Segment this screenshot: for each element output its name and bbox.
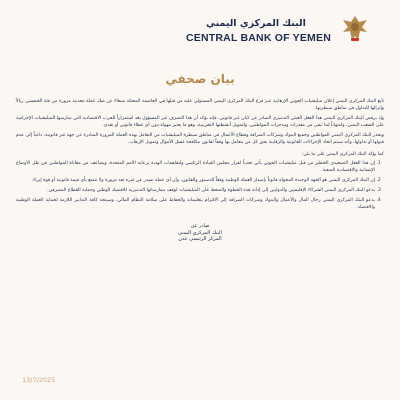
- intro-paragraph-1: تابع البنك المركزي اليمني إعلان ميليشيات الحوثي الإرهابية عبر فرع البنك المركزي اليمني المستولى عليه من قبلها في العاصمة المحتلة صنعاء عن صك عملة معدنية مزورة من فئة الخمسين ريالاً وإنزالها للتداول في مناطق سيطرتها.: [16, 99, 384, 112]
- bank-names: [186, 18, 336, 44]
- bank-name-english: CENTRAL BANK OF YEMEN: [186, 32, 331, 44]
- page-title: بيان صحفي: [165, 72, 235, 86]
- list-item: 4. يدعو البنك المركزي اليمني رجال المال والأعمال والبنوك وشركات الصرافة إلى الالتزام بتعليماته والحفاظ على سلامة النظام المالي، وسيتخذ كافة التدابير اللازمة لحماية العملة الوطنية والاقتصاد.: [16, 197, 375, 211]
- section-heading: كما يؤكد البنك المركزي اليمني على ما يلي:: [301, 151, 384, 157]
- statement-body: [16, 98, 384, 211]
- list-item: 3. يدعو البنك المركزي اليمني الشركاء الإقليميين والدوليين إلى إدانة هذه الخطوة والضغط على الميليشيات لوقف ممارساتها التدميرية للاقتصاد الوطني وحماية القطاع المصرفي.: [16, 187, 375, 194]
- signature-line: صادر عن: [190, 223, 210, 230]
- signature-line: البنك المركزي اليمني: [178, 229, 222, 236]
- issue-date: 13/7/2025: [22, 376, 56, 384]
- signature-line: المركز الرئيسي عدن: [178, 236, 222, 243]
- letterhead: [16, 8, 384, 48]
- eagle-emblem-icon: [340, 14, 370, 44]
- list-item: 1. إن هذا الفعل التصعيدي الخطير من قبل ميليشيات الحوثي يأتي تحدياً لقرار مجلس القيادة الرئاسي ولتفاهمات الهدنة برعاية الأمم المتحدة، ويضاعف من معاناة المواطنين في ظل الأوضاع الإنسانية والاقتصادية الصعبة.: [16, 160, 375, 174]
- list-item: 2. إن البنك المركزي اليمني هو الجهة الوحيدة المخولة قانوناً بإصدار العملة الوطنية وفقاً للدستور والقانون، وأن أي عملة تصدر عن غيره تعد مزورة ولا تتمتع بأي قيمة قانونية أو قوة إبراء.: [16, 177, 375, 184]
- statement-list: [16, 160, 384, 212]
- intro-paragraph-3: ويحذر البنك المركزي اليمني المواطنين وجميع البنوك وشركات الصرافة وقطاع الأعمال في مناطق سيطرة الميليشيات من التعامل بهذه العملة المزورة الصادرة عن جهة غير قانونية، داعياً إلى عدم قبولها أو تداولها، وأنه سيتم اتخاذ الإجراءات القانونية والرقابية بحق كل من يتعامل بها وفقاً لقانون مكافحة غسل الأموال وتمويل الإرهاب.: [16, 133, 384, 146]
- bank-name-arabic: البنك المركزي اليمني: [206, 18, 306, 29]
- intro-paragraph-2: وإذ يرفض البنك المركزي اليمني هذا الفعل العبثي التدميري الصادر عن كيان غير قانوني، فإنه يؤكد أن هذا التصرف غير المسؤول يعد استمراراً للحرب الاقتصادية التي تمارسها الميليشيات الإجرامية على الشعب اليمني، وامتهاناً لما تبقى من مقدرات ومدخرات المواطنين، ولتمويل أنشطتها التخريبية، وهو ما يعتبر مهولة دون أي غطاء قانوني أو نقدي.: [16, 116, 384, 129]
- signature-block: [16, 223, 384, 242]
